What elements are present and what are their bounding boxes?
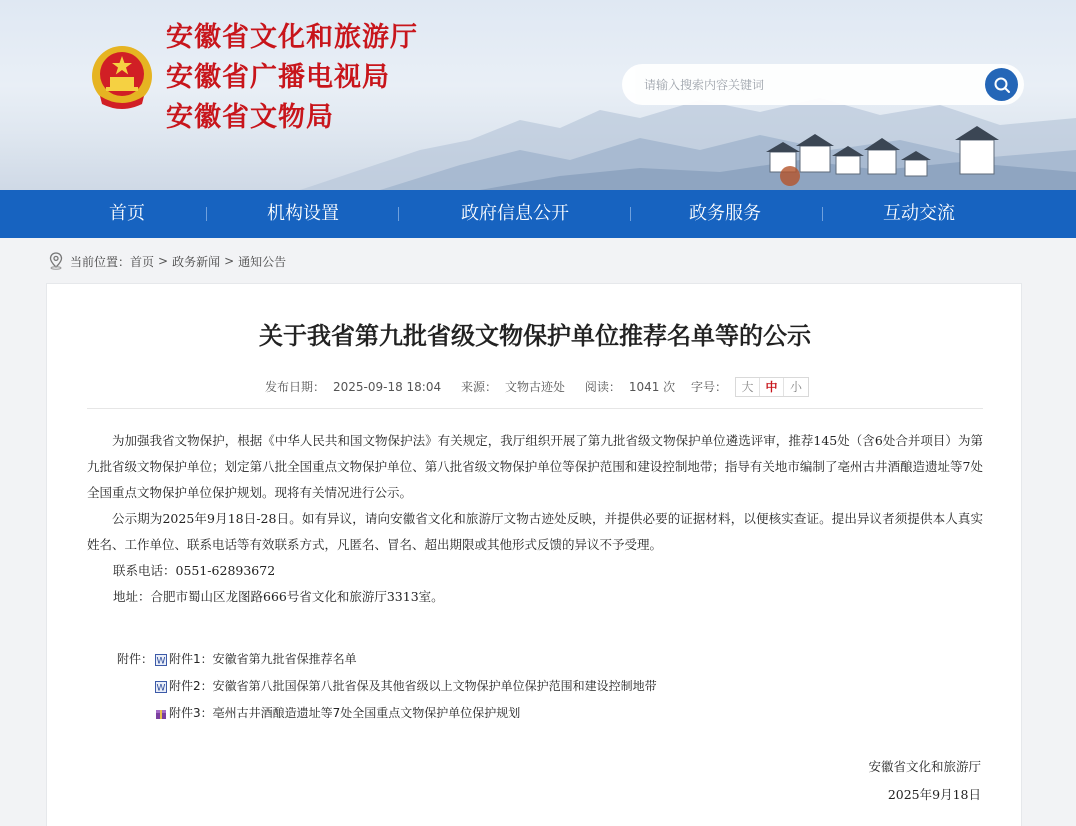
nav-item-home[interactable]: 首页 [109, 203, 145, 224]
meta-date-label: 发布日期： [264, 379, 325, 394]
nav-item-gov-info[interactable]: 政府信息公开 [461, 203, 569, 224]
article-meta [47, 377, 1023, 397]
nav-item-organization[interactable]: 机构设置 [267, 203, 339, 224]
signature-org: 安徽省文化和旅游厅 [868, 759, 981, 774]
article-title: 关于我省第九批省级文物保护单位推荐名单等的公示 [259, 322, 811, 350]
attachment-link-3[interactable]: 附件3：亳州古井酒酿造遗址等7处全国重点文物保护单位保护规划 [169, 706, 521, 720]
meta-date [261, 380, 445, 394]
signature [868, 753, 981, 809]
nav-item-interaction[interactable]: 互动交流 [883, 203, 955, 224]
search-icon [993, 76, 1011, 94]
font-size-small[interactable]: 小 [790, 380, 803, 394]
attachment-row [117, 700, 657, 727]
meta-views-label: 阅读： [584, 379, 621, 394]
nav-divider [398, 207, 399, 221]
main-nav [0, 190, 1076, 238]
font-size-large[interactable]: 大 [736, 378, 760, 396]
location-pin-icon [48, 252, 64, 270]
word-doc-icon [155, 681, 167, 693]
article-card [46, 283, 1022, 826]
breadcrumb-news[interactable]: 政务新闻 [172, 254, 221, 269]
nav-item-services[interactable]: 政务服务 [689, 203, 761, 224]
paragraph: 公示期为2025年9月18日-28日。如有异议，请向安徽省文化和旅游厅文物古迹处反映，并提供必要的证据材料，以便核实查证。提出异议者须提供本人真实姓名、工作单位、联系电话等有效联系方式，凡匿名、冒名、超出期限或其他形式反馈的异议不予受理。 [87, 511, 983, 552]
meta-date-value: 2025-09-18 18:04 [332, 379, 442, 394]
breadcrumb-label: 当前位置： [70, 254, 131, 269]
svg-text:W: W [156, 683, 166, 693]
contact-phone: 联系电话：0551-62893672 [113, 563, 276, 578]
breadcrumb-home[interactable]: 首页 [130, 254, 155, 269]
attachment-row [117, 673, 657, 700]
meta-source [457, 380, 569, 394]
attachments [117, 646, 657, 727]
breadcrumb-separator: > [224, 254, 235, 268]
site-title-1: 安徽省文化和旅游厅 [166, 22, 418, 53]
word-doc-icon [155, 654, 167, 666]
meta-views [581, 380, 679, 394]
breadcrumb-notice[interactable]: 通知公告 [238, 254, 287, 269]
font-size-medium[interactable]: 中 [760, 378, 784, 396]
attachments-label: 附件： [117, 652, 154, 666]
font-size-switcher [735, 377, 809, 397]
search-input[interactable] [644, 74, 964, 96]
attachment-row [117, 646, 657, 673]
signature-date: 2025年9月18日 [887, 787, 981, 802]
title-divider [87, 408, 983, 409]
site-title-3: 安徽省文物局 [166, 102, 334, 133]
search-box [622, 64, 1024, 105]
article-body [87, 428, 983, 610]
nav-divider [630, 207, 631, 221]
breadcrumb [48, 251, 286, 271]
nav-divider [822, 207, 823, 221]
site-titles [166, 18, 418, 138]
meta-views-value: 1041 次 [628, 379, 676, 394]
meta-source-label: 来源： [460, 379, 497, 394]
site-header [0, 0, 1076, 190]
meta-font-label: 字号： [691, 379, 728, 394]
archive-icon [155, 708, 167, 720]
breadcrumb-separator: > [158, 254, 169, 268]
paragraph: 为加强我省文物保护，根据《中华人民共和国文物保护法》有关规定，我厅组织开展了第九批省级文物保护单位遴选评审，推荐145处（含6处合并项目）为第九批省级文物保护单位；划定第八批全国重点文物保护单位、第八批省级文物保护单位等保护范围和建设控制地带；指导有关地市编制了亳州古井酒酿造遗址等7处全国重点文物保护单位保护规划。现将有关情况进行公示。 [87, 433, 983, 500]
attachment-link-1[interactable]: 附件1：安徽省第九批省保推荐名单 [169, 652, 357, 666]
attachment-link-2[interactable]: 附件2：安徽省第八批国保第八批省保及其他省级以上文物保护单位保护范围和建设控制地带 [169, 679, 657, 693]
nav-divider [206, 207, 207, 221]
contact-address: 地址：合肥市蜀山区龙图路666号省文化和旅游厅3313室。 [113, 589, 444, 604]
svg-text:W: W [156, 656, 166, 666]
national-emblem-icon [90, 44, 154, 110]
meta-source-value: 文物古迹处 [504, 379, 565, 394]
site-title-2: 安徽省广播电视局 [166, 62, 390, 93]
search-button[interactable] [985, 68, 1018, 101]
